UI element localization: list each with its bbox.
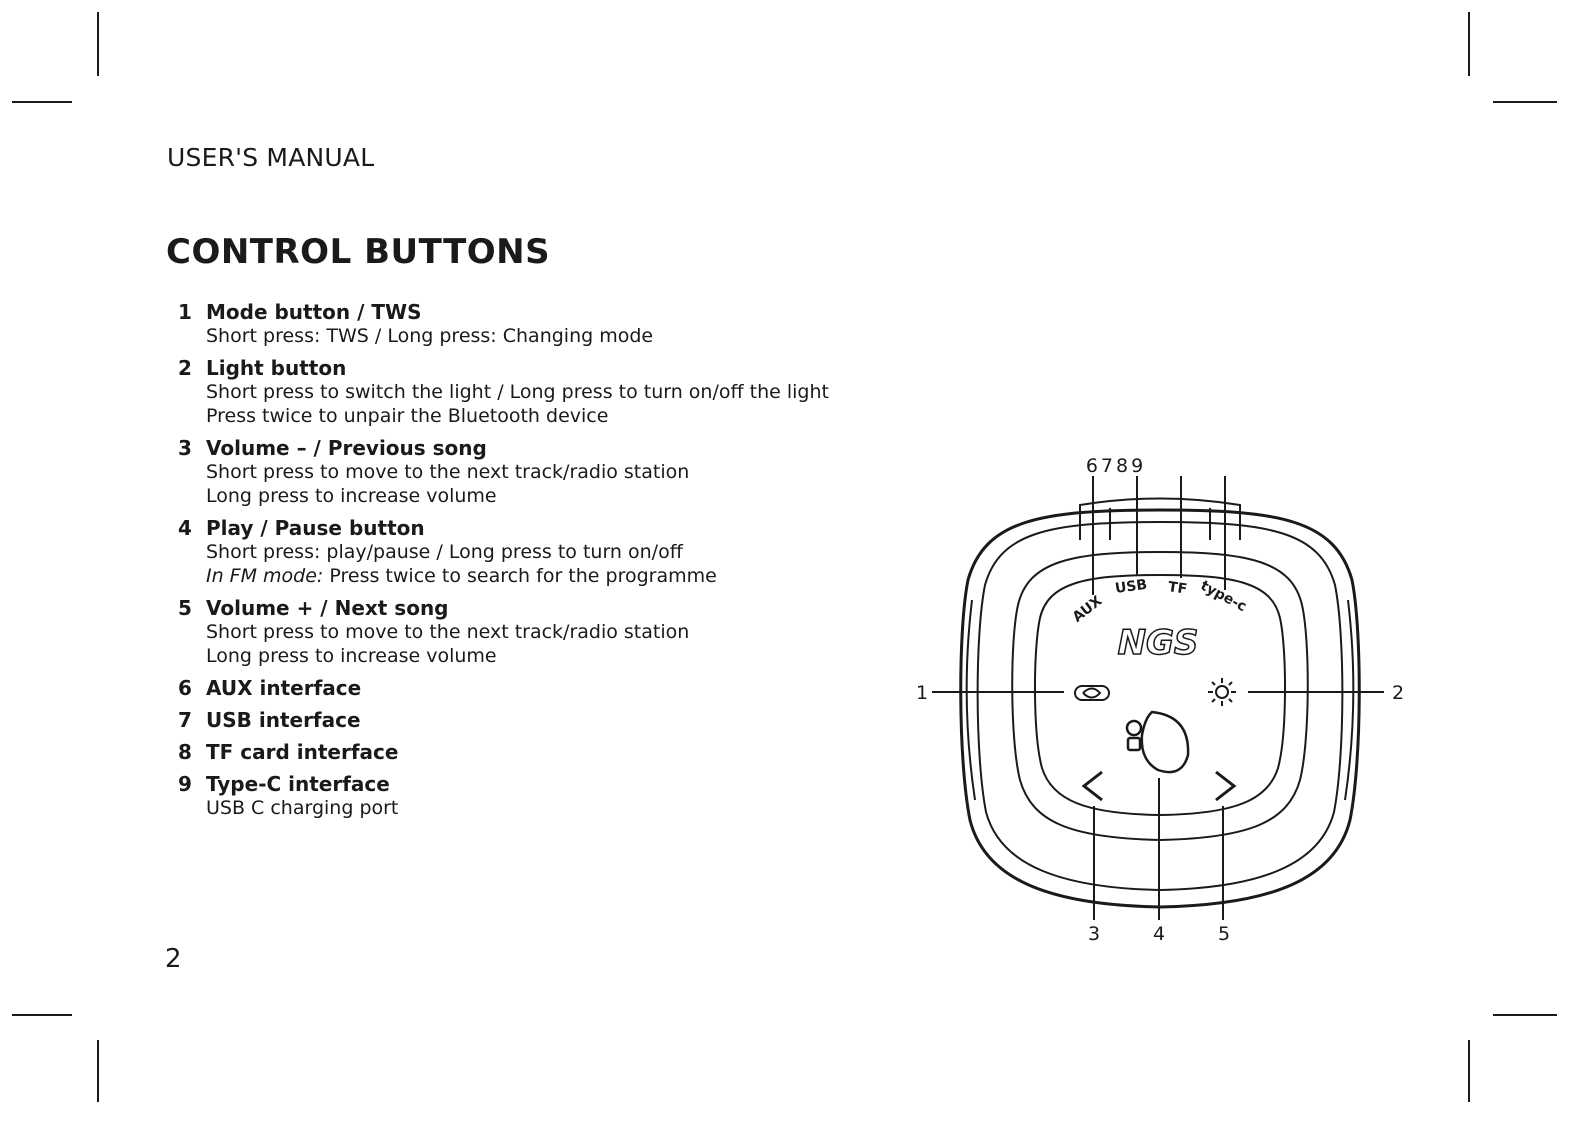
light-icon — [1208, 678, 1236, 706]
item-title: Volume – / Previous song — [206, 436, 487, 460]
item-desc-fm — [206, 564, 878, 588]
item-desc: Short press to switch the light / Long press to turn on/off the light — [206, 381, 829, 403]
item-desc: USB C charging port — [206, 797, 399, 819]
list-item — [178, 708, 878, 732]
item-number: 3 — [178, 436, 192, 460]
item-title: Play / Pause button — [206, 516, 425, 540]
item-desc: Short press to move to the next track/radio station — [206, 621, 690, 643]
chevron-right-icon — [1216, 772, 1234, 800]
list-item — [178, 356, 878, 428]
item-number: 5 — [178, 596, 192, 620]
callout-2: 2 — [1392, 682, 1405, 704]
list-item — [178, 740, 878, 764]
port-label-tf: TF — [1166, 579, 1189, 598]
strap — [1080, 499, 1240, 541]
fm-mode-prefix: In FM mode: — [206, 565, 324, 587]
list-item — [178, 300, 878, 348]
item-desc: Short press: TWS / Long press: Changing mode — [206, 325, 654, 347]
list-item — [178, 772, 878, 820]
item-number: 4 — [178, 516, 192, 540]
crop-mark — [1493, 1014, 1557, 1016]
crop-mark — [12, 101, 72, 103]
item-title: Type-C interface — [206, 772, 390, 796]
item-title: TF card interface — [206, 740, 399, 764]
item-number: 8 — [178, 740, 192, 764]
ngs-logo: NGS — [1117, 623, 1199, 663]
item-desc: Long press to increase volume — [206, 645, 497, 667]
port-label-usb: USB — [1114, 576, 1149, 598]
list-item — [178, 436, 878, 508]
port-labels — [1070, 577, 1249, 626]
item-title: Volume + / Next song — [206, 596, 449, 620]
item-desc: Short press to move to the next track/radio station — [206, 461, 690, 483]
callout-4: 4 — [1152, 923, 1166, 945]
crop-mark — [1468, 1040, 1470, 1102]
item-number: 2 — [178, 356, 192, 380]
item-title: Mode button / TWS — [206, 300, 422, 324]
callout-5: 5 — [1217, 923, 1231, 945]
side-groove — [967, 600, 975, 800]
callout-lines — [932, 476, 1384, 920]
play-pause-icon — [1127, 712, 1188, 772]
crop-mark — [1468, 12, 1470, 76]
item-desc: Press twice to unpair the Bluetooth device — [206, 405, 609, 427]
port-label-typec: type-c — [1197, 577, 1249, 616]
list-item — [178, 676, 878, 700]
callout-3: 3 — [1087, 923, 1101, 945]
fm-mode-text: Press twice to search for the programme — [323, 565, 717, 587]
crop-mark — [12, 1014, 72, 1016]
item-number: 6 — [178, 676, 192, 700]
speaker-diagram — [900, 440, 1440, 960]
item-desc: Long press to increase volume — [206, 485, 497, 507]
section-title: CONTROL BUTTONS — [166, 232, 551, 272]
tws-icon — [1075, 686, 1109, 700]
item-number: 7 — [178, 708, 192, 732]
item-title: USB interface — [206, 708, 361, 732]
page-number: 2 — [165, 944, 182, 974]
callout-6789: 6789 — [1085, 455, 1147, 477]
crop-mark — [1493, 101, 1557, 103]
item-title: Light button — [206, 356, 347, 380]
crop-mark — [97, 1040, 99, 1102]
strap-inner — [1110, 508, 1210, 540]
item-desc: Short press: play/pause / Long press to turn on/off — [206, 541, 683, 563]
port-label-aux: AUX — [1069, 593, 1106, 626]
list-item — [178, 516, 878, 588]
item-number: 9 — [178, 772, 192, 796]
callout-1: 1 — [916, 682, 929, 704]
list-item — [178, 596, 878, 668]
side-groove — [1345, 600, 1353, 800]
control-list — [178, 300, 878, 828]
chevron-left-icon — [1084, 772, 1102, 800]
manual-header: USER'S MANUAL — [167, 143, 375, 172]
item-title: AUX interface — [206, 676, 362, 700]
item-number: 1 — [178, 300, 192, 324]
crop-mark — [97, 12, 99, 76]
